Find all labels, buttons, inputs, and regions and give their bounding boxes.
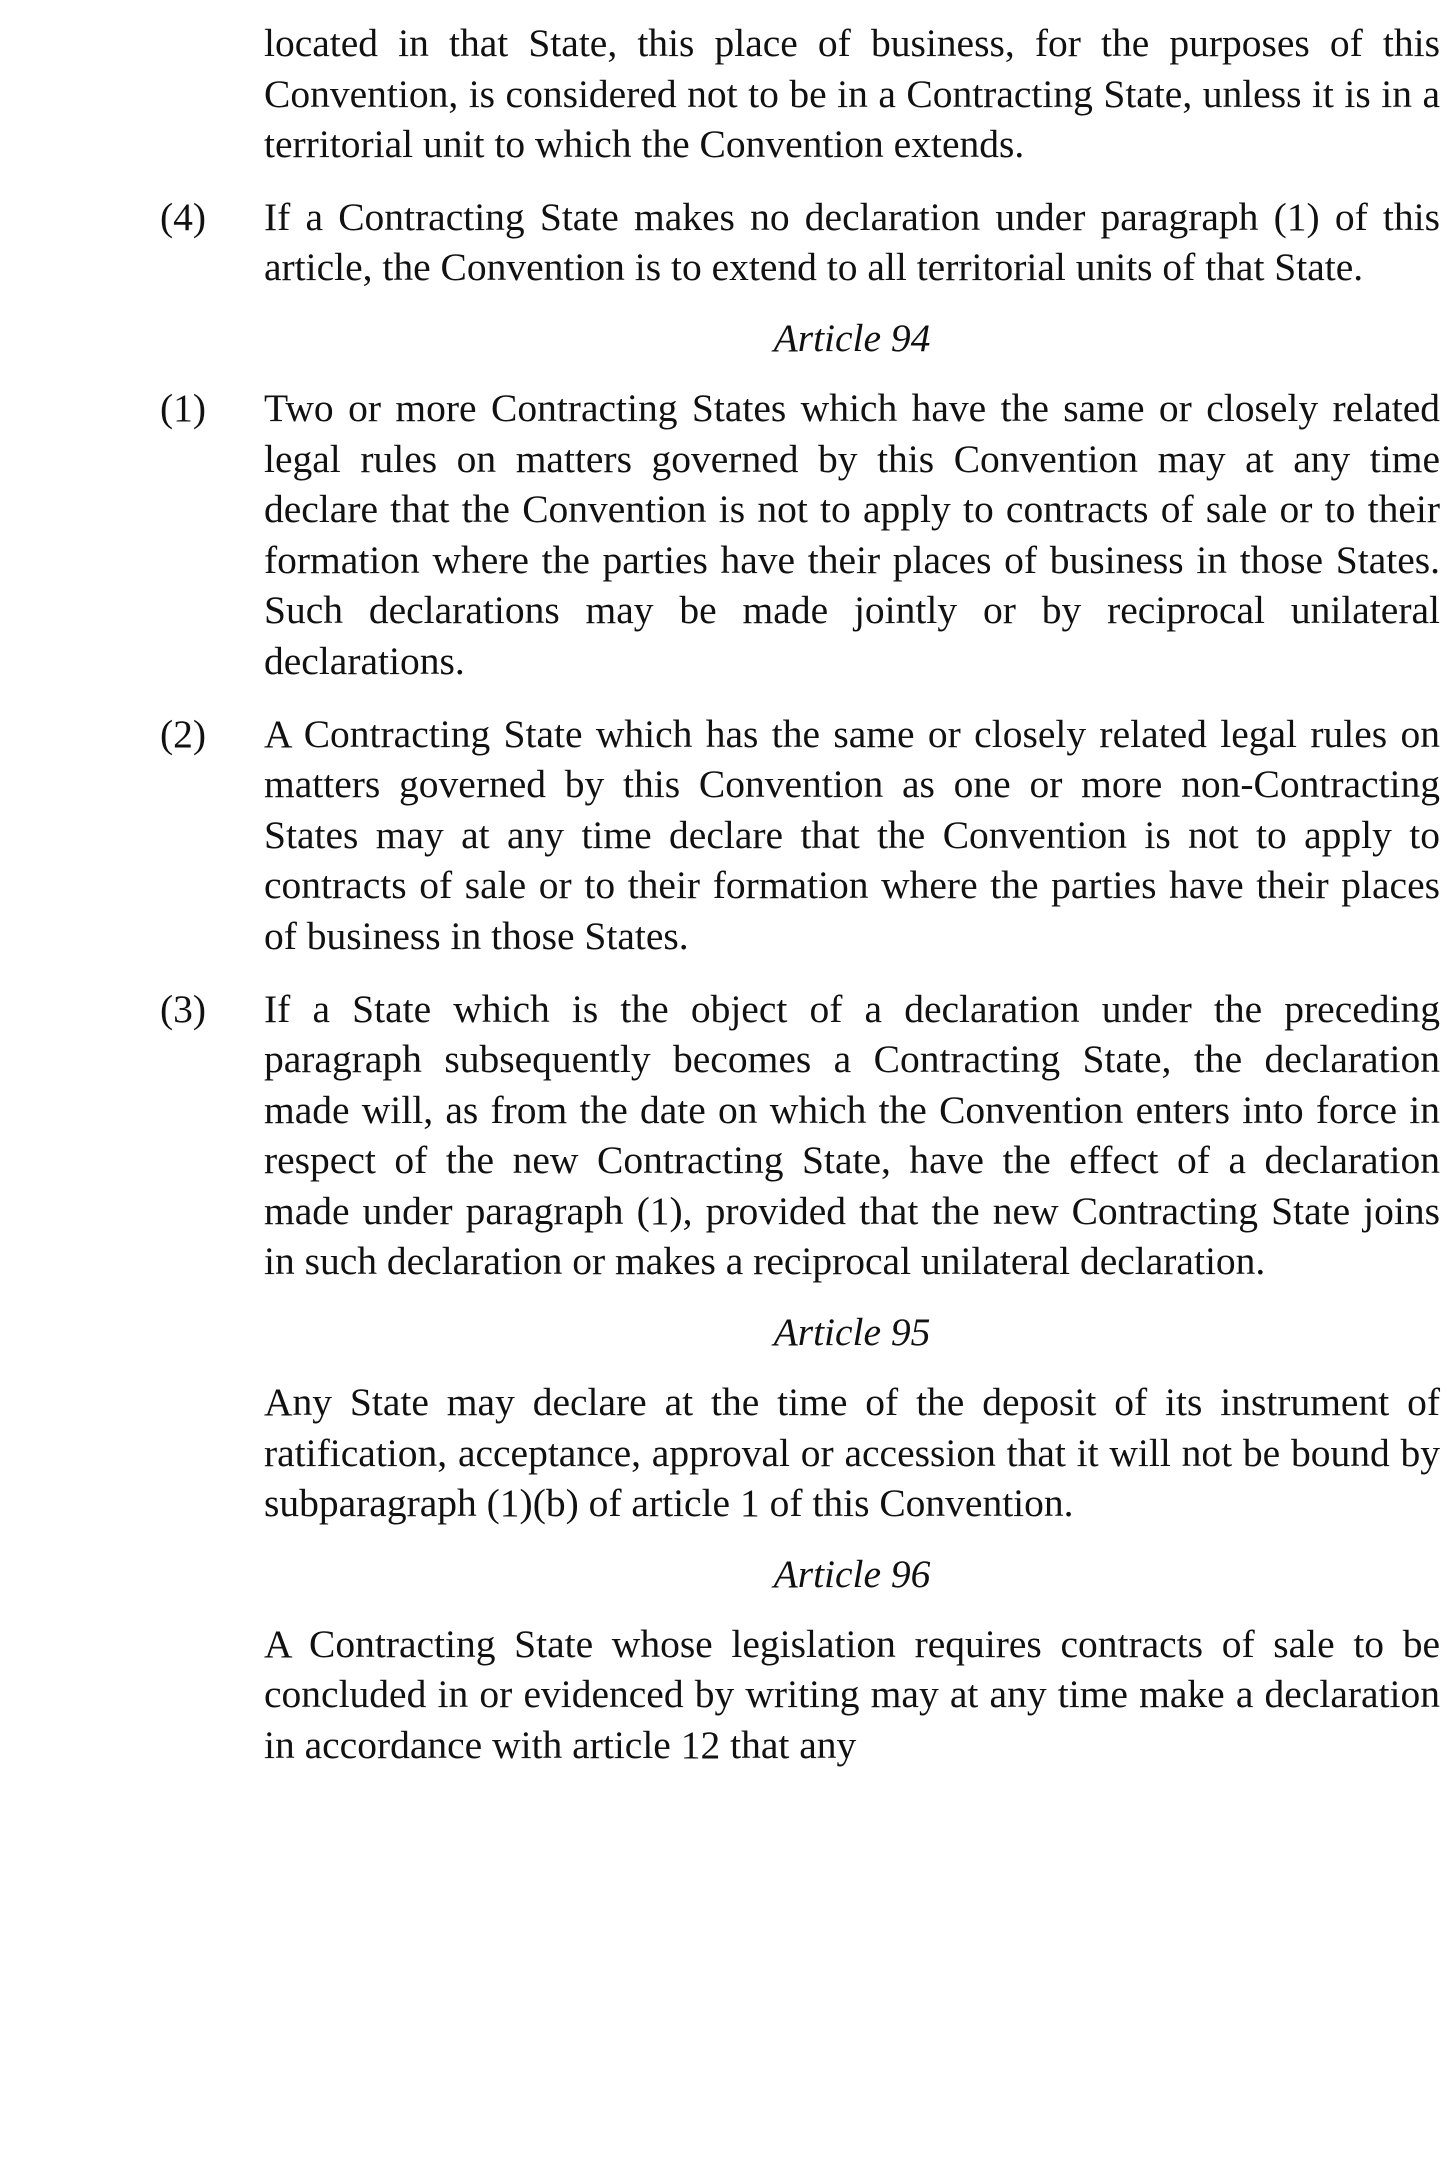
paragraph-continuation <box>150 18 1440 170</box>
article-heading-95: Article 95 <box>773 1310 931 1355</box>
paragraph-3 <box>150 984 1440 1288</box>
paragraph-number: (4) <box>160 194 207 239</box>
paragraph-4 <box>150 192 1440 293</box>
paragraph-text: Two or more Contracting States which have the same or closely related legal rules on matters governed by this Convention may at any time declare that the Convention is not to apply to contracts of sale or to their formation where the parties have their places of business in those States. Such declarations may be made jointly or by reciprocal unilateral declarations. <box>264 385 1440 683</box>
paragraph-article-95 <box>150 1377 1440 1529</box>
article-heading-94: Article 94 <box>773 315 931 360</box>
paragraph-number: (3) <box>160 986 207 1031</box>
paragraph-text: A Contracting State whose legislation requires contracts of sale to be concluded in or evidenced by writing may at any time make a declaration in accordance with article 12 that any <box>264 1621 1440 1768</box>
paragraph-text: If a Contracting State makes no declaration under paragraph (1) of this article, the Convention is to extend to all territorial units of that State. <box>264 194 1440 290</box>
paragraph-text: Any State may declare at the time of the deposit of its instrument of ratification, acceptance, approval or accession that it will not be bound by subparagraph (1)(b) of article 1 of this Convention. <box>264 1380 1440 1526</box>
document-page <box>150 18 1440 1771</box>
paragraph-number: (2) <box>160 711 207 756</box>
paragraph-2 <box>150 709 1440 962</box>
paragraph-article-96 <box>150 1619 1440 1771</box>
paragraph-text: If a State which is the object of a declaration under the preceding paragraph subsequently becomes a Contracting State, the declaration made will, as from the date on which the Convention enters into force in respect of the new Contracting State, have the effect of a declaration made under paragraph (1), provided that the new Contracting State joins in such declaration or makes a reciprocal unilateral declaration. <box>264 986 1440 1284</box>
paragraph-text: A Contracting State which has the same or closely related legal rules on matters governed by this Convention as one or more non-Contracting States may at any time declare that the Convention is not to apply to contracts of sale or to their formation where the parties have their places of business in those States. <box>264 711 1440 958</box>
paragraph-1 <box>150 383 1440 687</box>
article-heading-96: Article 96 <box>773 1551 931 1596</box>
paragraph-number: (1) <box>160 385 207 430</box>
paragraph-text: located in that State, this place of business, for the purposes of this Convention, is considered not to be in a Contracting State, unless it is in a territorial unit to which the Convention extends. <box>264 21 1440 167</box>
